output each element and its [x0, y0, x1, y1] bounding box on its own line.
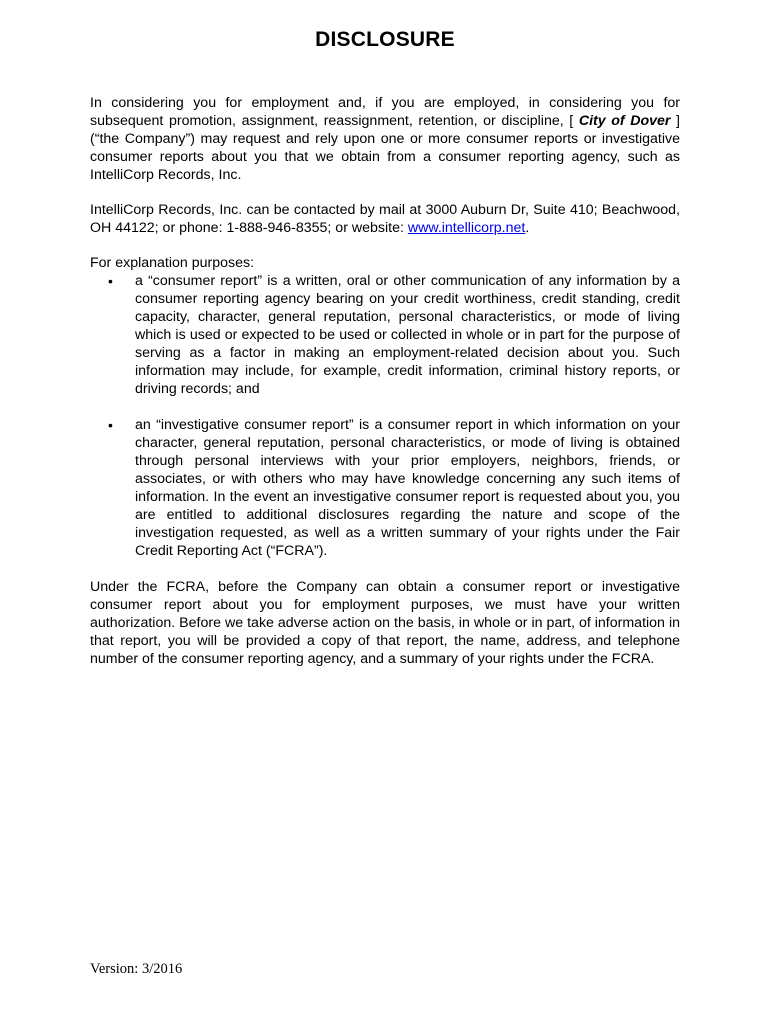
fcra-paragraph: Under the FCRA, before the Company can obtain a consumer report or investigative consumer report about you for employment purposes, we must have your written authorization. Before we take adverse action on the basis, in whole or in part, of information in that report, you will be provided a copy of that report, the name, address, and telephone number of the consumer reporting agency, and a summary of your rights under the FCRA. [90, 579, 680, 667]
explanation-intro: For explanation purposes: [90, 255, 255, 271]
website-link[interactable]: www.intellicorp.net [407, 220, 526, 236]
contact-text-end: . [525, 220, 530, 236]
explanation-section [90, 254, 680, 560]
definition-list [90, 272, 680, 560]
contact-paragraph [90, 201, 680, 237]
intro-text-end: ] (“the Company”) may request and rely upon one or more consumer reports or investigative consumer reports about you that we obtain from a consumer reporting agency, such as IntelliCorp Records, Inc. [90, 113, 680, 183]
version-footer: Version: 3/2016 [90, 961, 183, 977]
investigative-report-definition: an “investigative consumer report” is a consumer report in which information on your character, general reputation, personal characteristics, or mode of living is obtained through personal interviews with your prior employers, neighbors, friends, or associates, or with others who may have knowledge concerning any such items of information. In the event an investigative consumer report is requested about you, you are entitled to additional disclosures regarding the nature and scope of the investigation requested, as well as a written summary of your rights under the Fair Credit Reporting Act (“FCRA”). [135, 417, 680, 559]
employer-name: City of Dover [578, 113, 671, 129]
bullet-icon: • [108, 273, 113, 289]
bullet-icon: • [108, 417, 113, 433]
contact-text: IntelliCorp Records, Inc. can be contacted by mail at 3000 Auburn Dr, Suite 410; Beachwood, OH 44122; or phone: 1-888-946-8355; or website: [90, 202, 680, 236]
intro-paragraph [90, 94, 680, 184]
consumer-report-definition: a “consumer report” is a written, oral or other communication of any information by a consumer reporting agency bearing on your credit worthiness, credit standing, credit capacity, character, general reputation, personal characteristics, or mode of living which is used or expected to be used or collected in whole or in part for the purpose of serving as a factor in making an employment-related decision about you. Such information may include, for example, credit information, criminal history reports, or driving records; and [135, 273, 680, 397]
list-item [90, 272, 680, 398]
page-title: DISCLOSURE [315, 28, 455, 51]
intro-text-start: In considering you for employment and, if you are employed, in considering you for subsequent promotion, assignment, reassignment, retention, or discipline, [ [90, 95, 680, 129]
list-item [90, 416, 680, 560]
